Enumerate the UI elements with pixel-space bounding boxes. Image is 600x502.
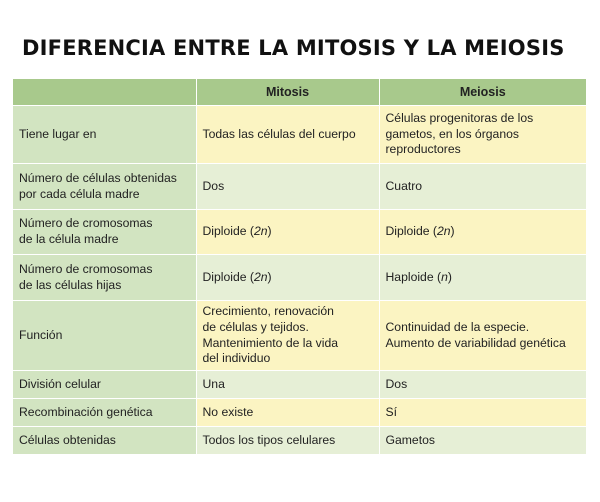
mitosis-cell: Diploide (2n) <box>196 210 379 255</box>
table-row <box>13 164 586 210</box>
mitosis-cell: Todas las células del cuerpo <box>196 106 379 164</box>
comparison-table <box>13 79 586 455</box>
header-meiosis: Meiosis <box>379 79 586 106</box>
row-label: Células obtenidas <box>13 427 196 455</box>
table-header-row <box>13 79 586 106</box>
table-row <box>13 301 586 371</box>
header-corner <box>13 79 196 106</box>
meiosis-cell: Dos <box>379 371 586 399</box>
table-row <box>13 371 586 399</box>
mitosis-cell: Crecimiento, renovación de células y tejidos. Mantenimiento de la vida del individuo <box>196 301 379 371</box>
row-label: Número de células obtenidas por cada célula madre <box>13 164 196 210</box>
meiosis-cell: Diploide (2n) <box>379 210 586 255</box>
row-label: Número de cromosomas de las células hijas <box>13 255 196 301</box>
meiosis-cell: Haploide (n) <box>379 255 586 301</box>
meiosis-cell: Sí <box>379 399 586 427</box>
row-label: División celular <box>13 371 196 399</box>
table-row <box>13 399 586 427</box>
row-label: Recombinación genética <box>13 399 196 427</box>
mitosis-cell: Diploide (2n) <box>196 255 379 301</box>
meiosis-cell: Continuidad de la especie. Aumento de variabilidad genética <box>379 301 586 371</box>
mitosis-cell: No existe <box>196 399 379 427</box>
mitosis-cell: Una <box>196 371 379 399</box>
table-row <box>13 255 586 301</box>
meiosis-cell: Cuatro <box>379 164 586 210</box>
row-label: Tiene lugar en <box>13 106 196 164</box>
mitosis-cell: Todos los tipos celulares <box>196 427 379 455</box>
page-title: DIFERENCIA ENTRE LA MITOSIS Y LA MEIOSIS <box>22 36 565 60</box>
row-label: Función <box>13 301 196 371</box>
mitosis-cell: Dos <box>196 164 379 210</box>
table-row <box>13 106 586 164</box>
meiosis-cell: Células progenitoras de los gametos, en los órganos reproductores <box>379 106 586 164</box>
table-row <box>13 210 586 255</box>
header-mitosis: Mitosis <box>196 79 379 106</box>
row-label: Número de cromosomas de la célula madre <box>13 210 196 255</box>
table-row <box>13 427 586 455</box>
meiosis-cell: Gametos <box>379 427 586 455</box>
